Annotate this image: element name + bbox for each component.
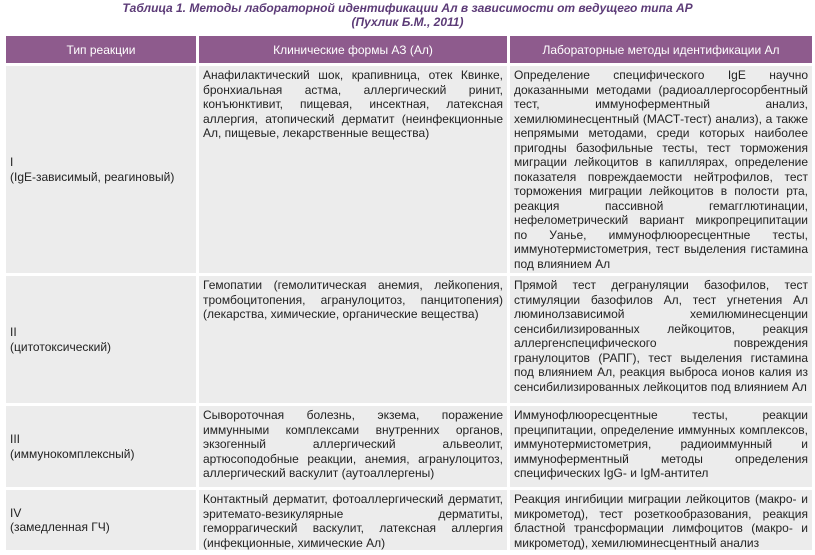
allergy-methods-table xyxy=(3,33,815,553)
caption-title: Таблица 1. Методы лабораторной идентификации Ал в зависимости от ведущего типа АР xyxy=(122,1,693,15)
header-lab-methods: Лабораторные методы идентификации Ал xyxy=(510,36,812,63)
lab-methods-cell: Прямой тест дегрануляции базофилов, тест стимуляции базофилов Ал, тест угнетения Ал люминолзависимой хемилюминесценции сенсибилизированных лейкоцитов, реакция аллергенспецифического повреждения гранулоцитов (РАПГ), тест выделения гистамина под влиянием Ал, реакция выброса ионов калия из сенсибилизированных лейкоцитов под влиянием Ал xyxy=(510,276,812,403)
table-caption xyxy=(0,0,815,29)
reaction-type-cell xyxy=(6,406,196,487)
clinical-forms-cell: Сывороточная болезнь, экзема, поражение иммунными комплексами внутренних органов, экзогенный аллергический альвеолит, артюсоподобные реакции, анемия, агранулоцитоз, аллергический васкулит (аутоаллергены) xyxy=(199,406,507,487)
reaction-type-name: (IgE-зависимый, реагиновый) xyxy=(10,169,175,184)
reaction-type-number: IV xyxy=(10,505,22,520)
reaction-type-number: I xyxy=(10,155,14,169)
reaction-type-name: (иммунокомплексный) xyxy=(10,446,135,461)
table-header-row xyxy=(6,36,812,63)
reaction-type-name: (замедленная ГЧ) xyxy=(10,520,110,534)
reaction-type-cell xyxy=(6,66,196,273)
reaction-type-cell xyxy=(6,276,196,403)
clinical-forms-cell: Анафилактический шок, крапивница, отек Квинке, бронхиальная астма, аллергический ринит, конъюнктивит, пищевая, инсектная, латексная аллергия, атопический дерматит (неинфекционные Ал, пищевые, лекарственные вещества) xyxy=(199,66,507,273)
table-row xyxy=(6,66,812,273)
reaction-type-cell xyxy=(6,490,196,550)
header-reaction-type: Тип реакции xyxy=(6,36,196,63)
lab-methods-cell: Реакция ингибиции миграции лейкоцитов (макро- и микрометод), тест розеткообразования, реакция бластной трансформации лимфоцитов (макро- и микрометод), хемилюминесцентный анализ xyxy=(510,490,812,550)
reaction-type-number: III xyxy=(10,432,21,446)
reaction-type-name: (цитотоксический) xyxy=(10,339,112,354)
clinical-forms-cell: Гемопатии (гемолитическая анемия, лейкопения, тромбоцитопения, агранулоцитоз, панцитопения) (лекарства, химические, органические вещества) xyxy=(199,276,507,403)
lab-methods-cell: Иммунофлюоресцентные тесты, реакции преципитации, определение иммунных комплексов, иммунотермистометрия, радиоиммунный и иммуноферментный методы определения специфических IgG- и IgM-антител xyxy=(510,406,812,487)
table-row xyxy=(6,406,812,487)
reaction-type-number: II xyxy=(10,325,17,339)
lab-methods-cell: Определение специфического IgE научно доказанными методами (радиоаллергосорбентный тест, иммуноферментный анализ, хемилюминесцентный (МАСТ-тест) анализ), а также непрямыми методами, среди которых наиболее пригодны базофильные тесты, тест торможения миграции лейкоцитов в капиллярах, определение показателя повреждаемости нейтрофилов, тест торможения миграции лейкоцитов в полости рта, реакция пассивной гемагглютинации, нефелометрический вариант микропреципитации по Уанье, иммунофлюоресцентные тесты, иммунотермистометрия, тест выделения гистамина под влиянием Ал xyxy=(510,66,812,273)
clinical-forms-cell: Контактный дерматит, фотоаллергический дерматит, эритемато-везикулярные дерматиты, геморрагический васкулит, латексная аллергия (инфекционные, химические Ал) xyxy=(199,490,507,550)
caption-source: (Пухлик Б.М., 2011) xyxy=(351,15,464,29)
table-row xyxy=(6,490,812,550)
header-clinical-forms: Клинические формы АЗ (Ал) xyxy=(199,36,507,63)
table-row xyxy=(6,276,812,403)
